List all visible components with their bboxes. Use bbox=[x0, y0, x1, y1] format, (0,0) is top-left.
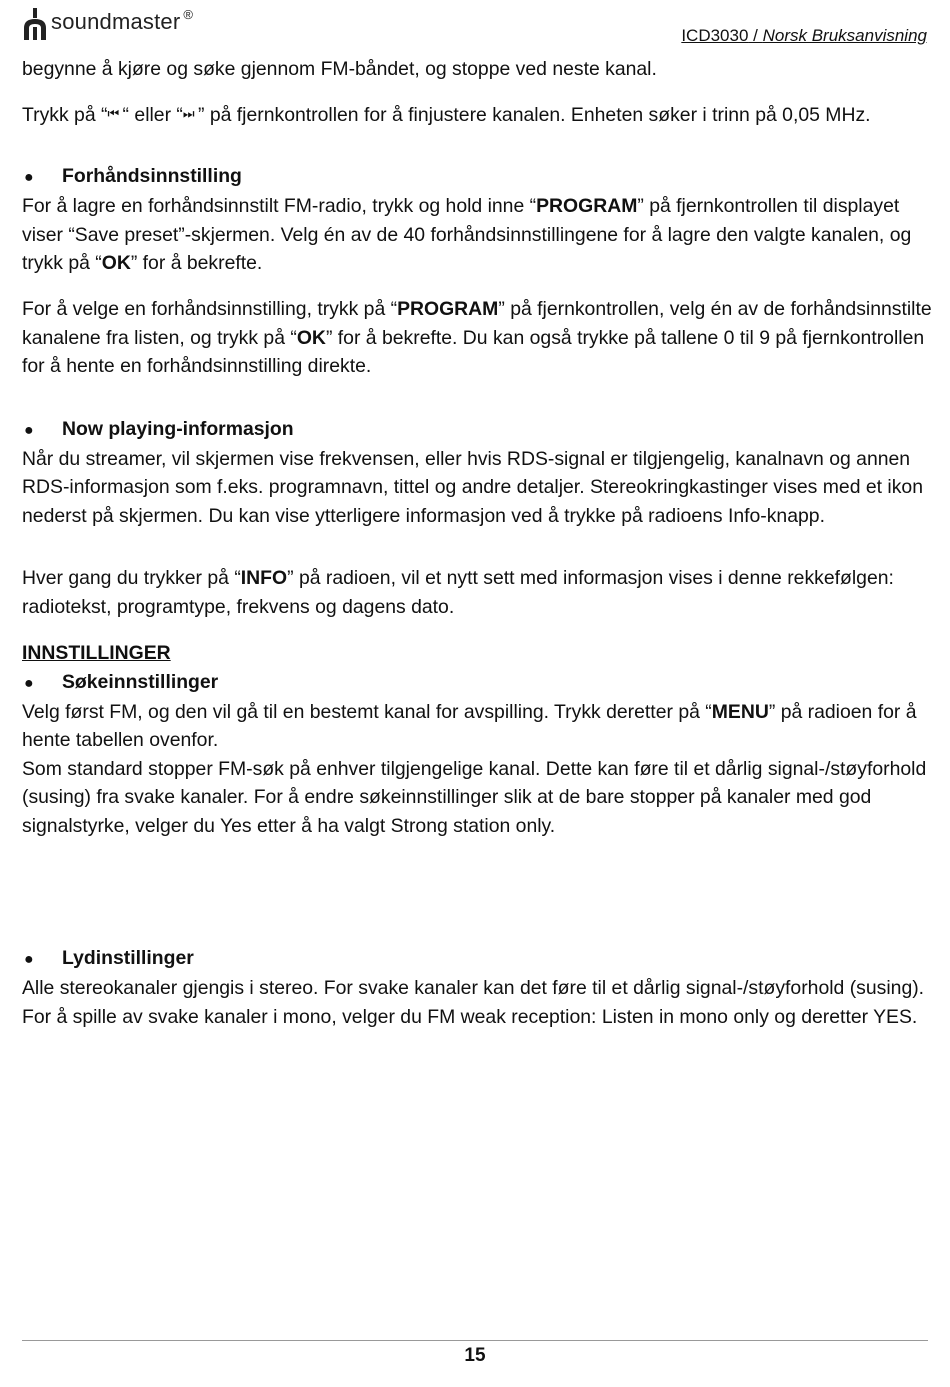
model-number: ICD3030 bbox=[681, 26, 749, 45]
paragraph-info-button: Hver gang du trykker på “INFO” på radioen, vil et nytt sett med informasjon vises i denne rekkefølgen: radiotekst, programtype, frekvens og dagens dato. bbox=[22, 567, 894, 618]
bullet-dot-icon: ● bbox=[24, 421, 34, 439]
paragraph-preset-store: For å lagre en forhåndsinnstilt FM-radio, trykk og hold inne “PROGRAM” på fjernkontrollen til displayet viser “Save preset”-skjermen. Velg én av de 40 forhåndsinnstillingene for å lagre den valgte kanalen, og trykk på “OK” for å bekrefte. bbox=[22, 195, 912, 275]
skip-forward-icon: ⏭ bbox=[182, 106, 193, 122]
page-header bbox=[0, 0, 950, 56]
bullet-dot-icon: ● bbox=[24, 168, 34, 186]
paragraph-audio-settings: Alle stereokanaler gjengis i stereo. For svake kanaler kan det føre til et dårlig signal-/støyforhold (susing). For å spille av svake kanaler i mono, velger du FM weak reception: Listen in mono only og deretter YES. bbox=[22, 977, 925, 1028]
footer-divider bbox=[22, 1340, 928, 1341]
bullet-search-settings bbox=[22, 668, 932, 698]
soundmaster-logo-icon bbox=[22, 8, 48, 42]
registered-mark: ® bbox=[183, 6, 193, 22]
bullet-audio-settings bbox=[22, 944, 932, 974]
manual-language: Norsk Bruksanvisning bbox=[762, 26, 927, 45]
heading-settings: INNSTILLINGER bbox=[22, 642, 171, 665]
paragraph-fm-scan: begynne å kjøre og søke gjennom FM-båndet, og stoppe ved neste kanal. bbox=[22, 58, 657, 80]
paragraph-preset-recall: For å velge en forhåndsinnstilling, trykk på “PROGRAM” på fjernkontrollen, velg én av de forhåndsinnstilte kanalene fra listen, og trykk på “OK” for å bekrefte. Du kan også trykke på tallene 0 til 9 på fjernkontrollen for å hente en forhåndsinnstilling direkte. bbox=[22, 298, 932, 378]
title-separator: / bbox=[748, 26, 763, 45]
bullet-now-playing bbox=[22, 415, 932, 445]
heading-search-settings: Søkeinnstillinger bbox=[62, 670, 219, 693]
bullet-dot-icon: ● bbox=[24, 674, 34, 692]
bullet-dot-icon: ● bbox=[24, 950, 34, 968]
page-number: 15 bbox=[464, 1345, 486, 1366]
paragraph-fine-tune: Trykk på “⏮ “ eller “⏭ ” på fjernkontrollen for å finjustere kanalen. Enheten søker i trinn på 0,05 MHz. bbox=[22, 104, 871, 127]
brand-name: soundmaster bbox=[51, 9, 181, 34]
bullet-preset bbox=[22, 162, 932, 192]
heading-preset: Forhåndsinnstilling bbox=[62, 164, 242, 187]
heading-now-playing: Now playing-informasjon bbox=[62, 417, 294, 440]
paragraph-search-menu: Velg først FM, og den vil gå til en bestemt kanal for avspilling. Trykk deretter på “MENU” på radioen for å hente tabellen ovenfor. bbox=[22, 700, 917, 752]
document-title bbox=[681, 26, 927, 46]
page-content bbox=[22, 55, 932, 1031]
paragraph-search-default: Som standard stopper FM-søk på enhver tilgjengelige kanal. Dette kan føre til et dårlig signal-/støyforhold (susing) fra svake kanaler. For å endre søkeinnstillinger slik at de bare stopper på kanaler med god signalstyrke, velger du Yes etter å ha valgt Strong station only. bbox=[22, 757, 927, 837]
skip-back-icon: ⏮ bbox=[107, 106, 118, 122]
paragraph-now-playing: Når du streamer, vil skjermen vise frekvensen, eller hvis RDS-signal er tilgjengelig, kanalnavn og annen RDS-informasjon som f.eks. programnavn, tittel og andre detaljer. Stereokringkastinger vises med et ikon nederst på skjermen. Du kan vise ytterligere informasjon ved å trykke på radioens Info-knapp. bbox=[22, 448, 924, 527]
heading-audio-settings: Lydinstillinger bbox=[62, 946, 194, 969]
brand-logo bbox=[22, 8, 193, 42]
